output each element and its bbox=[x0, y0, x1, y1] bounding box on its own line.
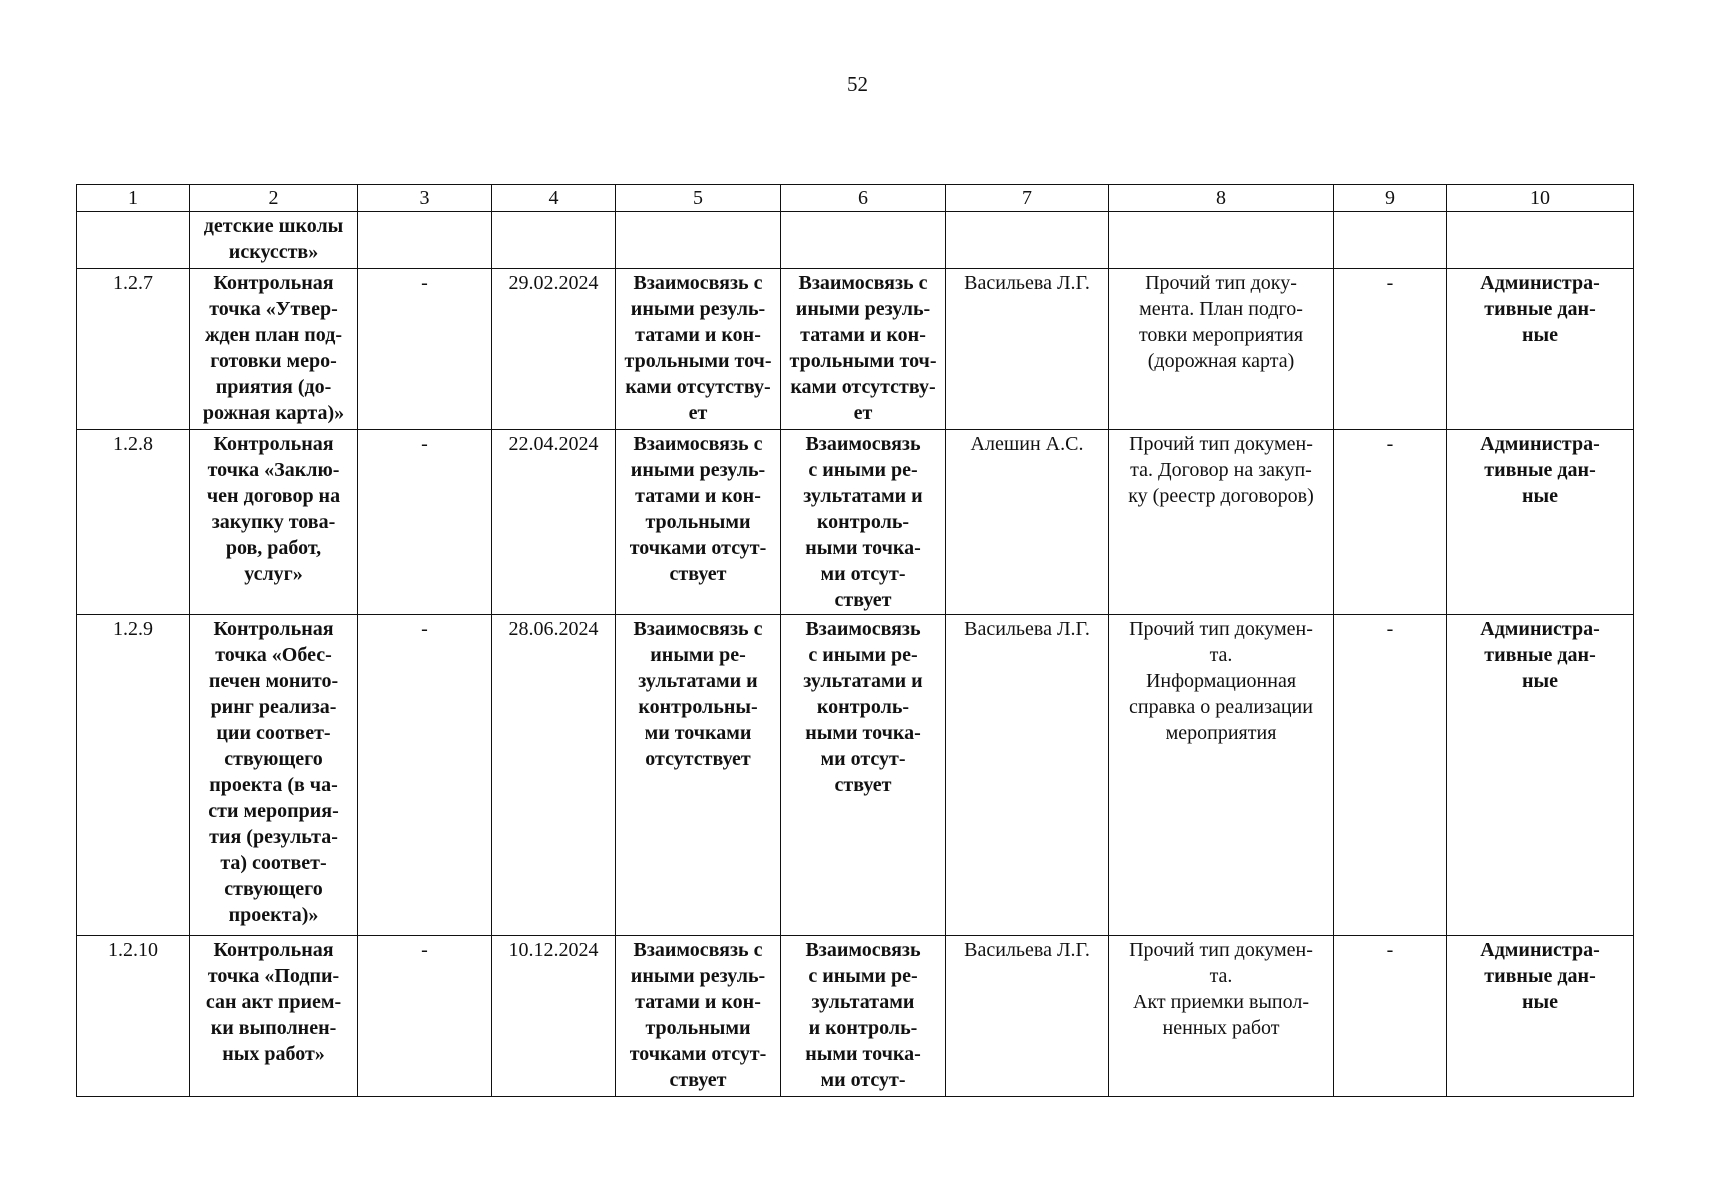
cell-line: с иными ре- bbox=[808, 965, 918, 987]
cell-col9: - bbox=[1334, 269, 1447, 430]
cell-line: ствующего bbox=[224, 878, 323, 900]
cell-responsible bbox=[946, 212, 1109, 269]
cell-line: приятия (до- bbox=[215, 376, 332, 398]
control-points-table bbox=[76, 184, 1634, 1097]
cell-line: печен монито- bbox=[208, 670, 339, 692]
cell-line: иными резуль- bbox=[630, 298, 766, 320]
cell-line: Информационная bbox=[1145, 670, 1297, 692]
cell-line: Взаимосвязь с bbox=[633, 618, 763, 640]
cell-col9: - bbox=[1334, 936, 1447, 1097]
cell-id: 1.2.9 bbox=[77, 615, 190, 936]
cell-col5 bbox=[616, 212, 781, 269]
cell-line: (дорожная карта) bbox=[1147, 350, 1295, 372]
cell-date: 10.12.2024 bbox=[492, 936, 616, 1097]
cell-date: 28.06.2024 bbox=[492, 615, 616, 936]
cell-line: Взаимосвязь с bbox=[798, 272, 928, 294]
cell-line: трольными точ- bbox=[789, 350, 937, 372]
cell-line: зультатами и bbox=[803, 670, 923, 692]
cell-line: ствует bbox=[669, 563, 727, 585]
cell-line: ми отсут- bbox=[820, 1069, 906, 1091]
cell-line: Контрольная bbox=[213, 939, 334, 961]
cell-line: ров, работ, bbox=[225, 537, 322, 559]
cell-col6 bbox=[781, 212, 946, 269]
cell-line: Администра- bbox=[1480, 618, 1600, 640]
cell-line: Взаимосвязь bbox=[805, 433, 921, 455]
cell-col6 bbox=[781, 615, 946, 936]
cell-col5 bbox=[616, 936, 781, 1097]
cell-line: точками отсут- bbox=[629, 1043, 767, 1065]
cell-line: Взаимосвязь с bbox=[633, 433, 763, 455]
cell-line: готовки меро- bbox=[210, 350, 337, 372]
cell-line: та) соответ- bbox=[220, 852, 327, 874]
cell-line: сан акт прием- bbox=[205, 991, 342, 1013]
cell-line: трольными bbox=[645, 511, 751, 533]
cell-line: та. Договор на закуп- bbox=[1130, 459, 1312, 481]
cell-title bbox=[190, 269, 358, 430]
cell-responsible: Алешин А.С. bbox=[946, 430, 1109, 615]
cell-line: Взаимосвязь bbox=[805, 618, 921, 640]
cell-line: ствует bbox=[834, 589, 892, 611]
cell-date: 22.04.2024 bbox=[492, 430, 616, 615]
cell-document bbox=[1109, 212, 1334, 269]
cell-line: закупку това- bbox=[211, 511, 336, 533]
cell-line: татами и кон- bbox=[635, 485, 761, 507]
cell-line: иными ре- bbox=[650, 644, 746, 666]
cell-line: справка о реализации bbox=[1129, 696, 1313, 718]
cell-col6 bbox=[781, 430, 946, 615]
cell-line: иными резуль- bbox=[630, 459, 766, 481]
cell-line: ет bbox=[853, 402, 873, 424]
cell-line: контрольны- bbox=[638, 696, 758, 718]
cell-line: жден план под- bbox=[204, 324, 342, 346]
cell-title bbox=[190, 615, 358, 936]
cell-line: татами и кон- bbox=[635, 324, 761, 346]
cell-document bbox=[1109, 269, 1334, 430]
cell-line: сти мероприя- bbox=[208, 800, 339, 822]
cell-id: 1.2.8 bbox=[77, 430, 190, 615]
cell-line: товки мероприятия bbox=[1138, 324, 1304, 346]
cell-line: ными точка- bbox=[805, 537, 921, 559]
cell-line: ками отсутству- bbox=[625, 376, 771, 398]
cell-col10 bbox=[1447, 936, 1634, 1097]
cell-line: татами и кон- bbox=[635, 991, 761, 1013]
cell-line: тивные дан- bbox=[1484, 965, 1596, 987]
cell-line: ные bbox=[1521, 991, 1558, 1013]
col-header-10: 10 bbox=[1447, 185, 1634, 212]
cell-line: ненных работ bbox=[1162, 1017, 1280, 1039]
cell-line: Контрольная bbox=[213, 272, 334, 294]
cell-id: 1.2.10 bbox=[77, 936, 190, 1097]
cell-line: ринг реализа- bbox=[210, 696, 337, 718]
cell-line: Прочий тип доку- bbox=[1145, 272, 1297, 294]
cell-line: Администра- bbox=[1480, 433, 1600, 455]
cell-line: проекта)» bbox=[228, 904, 319, 926]
cell-document bbox=[1109, 430, 1334, 615]
cell-col3: - bbox=[358, 615, 492, 936]
col-header-9: 9 bbox=[1334, 185, 1447, 212]
table-row bbox=[77, 615, 1634, 936]
cell-col3: - bbox=[358, 269, 492, 430]
cell-line: ками отсутству- bbox=[790, 376, 936, 398]
cell-col6 bbox=[781, 936, 946, 1097]
cell-line: Администра- bbox=[1480, 272, 1600, 294]
cell-col10 bbox=[1447, 615, 1634, 936]
table-row bbox=[77, 212, 1634, 269]
cell-line: рожная карта)» bbox=[202, 402, 345, 424]
cell-line: тивные дан- bbox=[1484, 459, 1596, 481]
cell-col5 bbox=[616, 269, 781, 430]
cell-line: зультатами и bbox=[638, 670, 758, 692]
cell-id: 1.2.7 bbox=[77, 269, 190, 430]
table-body bbox=[77, 212, 1634, 1097]
cell-line: тия (результа- bbox=[209, 826, 338, 848]
cell-line: тивные дан- bbox=[1484, 298, 1596, 320]
col-header-3: 3 bbox=[358, 185, 492, 212]
cell-line: с иными ре- bbox=[808, 644, 918, 666]
cell-col9: - bbox=[1334, 615, 1447, 936]
cell-responsible: Васильева Л.Г. bbox=[946, 936, 1109, 1097]
cell-line: услуг» bbox=[244, 563, 303, 585]
page-number: 52 bbox=[847, 72, 868, 96]
cell-line: татами и кон- bbox=[800, 324, 926, 346]
cell-line: ных работ» bbox=[222, 1043, 325, 1065]
col-header-2: 2 bbox=[190, 185, 358, 212]
cell-line: мента. План подго- bbox=[1139, 298, 1303, 320]
cell-line: точками отсут- bbox=[629, 537, 767, 559]
cell-line: отсутствует bbox=[645, 748, 751, 770]
cell-col5 bbox=[616, 615, 781, 936]
cell-line: Прочий тип докумен- bbox=[1129, 618, 1313, 640]
col-header-5: 5 bbox=[616, 185, 781, 212]
cell-line: ми отсут- bbox=[820, 563, 906, 585]
cell-line: ствует bbox=[669, 1069, 727, 1091]
col-header-1: 1 bbox=[77, 185, 190, 212]
cell-col9 bbox=[1334, 212, 1447, 269]
cell-document bbox=[1109, 615, 1334, 936]
cell-line: контроль- bbox=[816, 511, 910, 533]
cell-document bbox=[1109, 936, 1334, 1097]
cell-line: ми точками bbox=[644, 722, 752, 744]
cell-line: Контрольная bbox=[213, 433, 334, 455]
cell-line: ку (реестр договоров) bbox=[1128, 485, 1314, 507]
cell-col10 bbox=[1447, 430, 1634, 615]
cell-line: ствующего bbox=[224, 748, 323, 770]
cell-id bbox=[77, 212, 190, 269]
cell-line: иными резуль- bbox=[630, 965, 766, 987]
cell-line: ные bbox=[1521, 670, 1558, 692]
cell-responsible: Васильева Л.Г. bbox=[946, 615, 1109, 936]
cell-line: Администра- bbox=[1480, 939, 1600, 961]
cell-line: детские школы bbox=[203, 215, 344, 237]
cell-title bbox=[190, 212, 358, 269]
cell-line: зультатами и bbox=[803, 485, 923, 507]
cell-line: точка «Утвер- bbox=[209, 298, 338, 320]
cell-col3 bbox=[358, 212, 492, 269]
cell-col6 bbox=[781, 269, 946, 430]
cell-line: ные bbox=[1521, 485, 1558, 507]
cell-line: та. bbox=[1209, 965, 1233, 987]
col-header-4: 4 bbox=[492, 185, 616, 212]
cell-line: Прочий тип докумен- bbox=[1129, 433, 1313, 455]
col-header-7: 7 bbox=[946, 185, 1109, 212]
cell-line: трольными bbox=[645, 1017, 751, 1039]
table-row bbox=[77, 430, 1634, 615]
cell-line: Взаимосвязь с bbox=[633, 272, 763, 294]
cell-col9: - bbox=[1334, 430, 1447, 615]
cell-line: Акт приемки выпол- bbox=[1133, 991, 1309, 1013]
cell-col5 bbox=[616, 430, 781, 615]
cell-line: точка «Обес- bbox=[215, 644, 332, 666]
cell-col10 bbox=[1447, 269, 1634, 430]
cell-responsible: Васильева Л.Г. bbox=[946, 269, 1109, 430]
cell-line: точка «Подпи- bbox=[207, 965, 340, 987]
header-row bbox=[77, 185, 1634, 212]
cell-col10 bbox=[1447, 212, 1634, 269]
table-row bbox=[77, 269, 1634, 430]
cell-line: и контроль- bbox=[808, 1017, 918, 1039]
cell-line: искусств» bbox=[228, 241, 319, 263]
cell-line: тивные дан- bbox=[1484, 644, 1596, 666]
cell-line: ные bbox=[1521, 324, 1558, 346]
col-header-6: 6 bbox=[781, 185, 946, 212]
cell-line: ствует bbox=[834, 774, 892, 796]
cell-line: чен договор на bbox=[206, 485, 341, 507]
cell-line: ет bbox=[688, 402, 708, 424]
cell-line: Взаимосвязь bbox=[805, 939, 921, 961]
cell-line: зультатами bbox=[811, 991, 915, 1013]
cell-col3: - bbox=[358, 430, 492, 615]
cell-line: Контрольная bbox=[213, 618, 334, 640]
cell-line: точка «Заклю- bbox=[207, 459, 340, 481]
cell-line: проекта (в ча- bbox=[209, 774, 338, 796]
cell-line: Взаимосвязь с bbox=[633, 939, 763, 961]
col-header-8: 8 bbox=[1109, 185, 1334, 212]
cell-date bbox=[492, 212, 616, 269]
cell-line: ки выполнен- bbox=[210, 1017, 337, 1039]
cell-line: ными точка- bbox=[805, 1043, 921, 1065]
cell-line: та. bbox=[1209, 644, 1233, 666]
cell-line: иными резуль- bbox=[795, 298, 931, 320]
table-row bbox=[77, 936, 1634, 1097]
cell-col3: - bbox=[358, 936, 492, 1097]
cell-date: 29.02.2024 bbox=[492, 269, 616, 430]
cell-line: ными точка- bbox=[805, 722, 921, 744]
cell-title bbox=[190, 936, 358, 1097]
cell-line: мероприятия bbox=[1165, 722, 1277, 744]
cell-line: контроль- bbox=[816, 696, 910, 718]
cell-line: с иными ре- bbox=[808, 459, 918, 481]
cell-line: ции соответ- bbox=[216, 722, 331, 744]
cell-line: трольными точ- bbox=[624, 350, 772, 372]
cell-line: Прочий тип докумен- bbox=[1129, 939, 1313, 961]
cell-line: ми отсут- bbox=[820, 748, 906, 770]
cell-title bbox=[190, 430, 358, 615]
